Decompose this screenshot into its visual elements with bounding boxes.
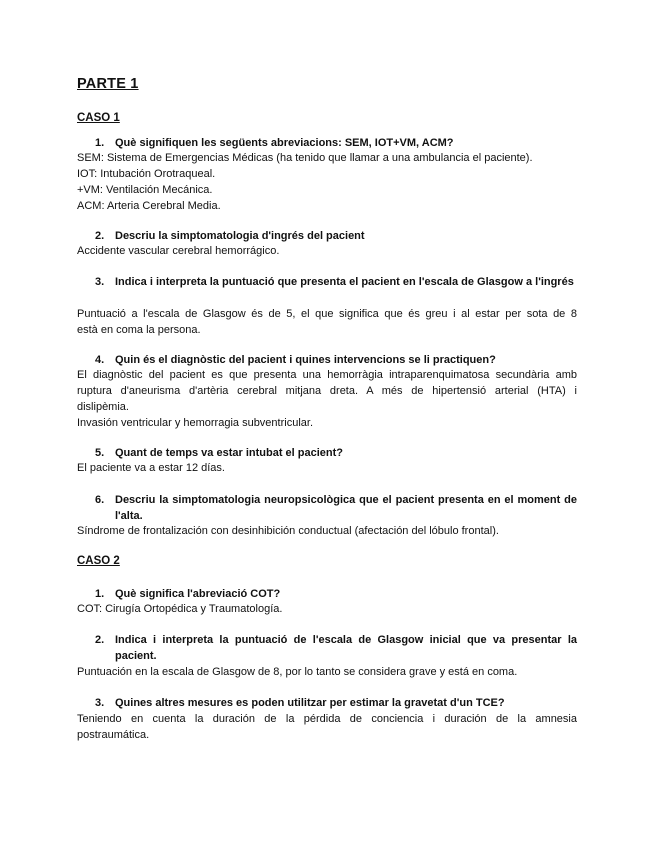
case2-question-2	[77, 632, 577, 664]
answer-line: +VM: Ventilación Mecánica.	[77, 184, 213, 196]
answer-line: Síndrome de frontalización con desinhibición conductual (afectación del lóbulo frontal).	[77, 525, 499, 537]
question-text: Quines altres mesures es poden utilitzar per estimar la gravetat d'un TCE?	[115, 697, 505, 709]
question-line: pacient.	[115, 650, 157, 662]
question-number: 2.	[95, 230, 105, 242]
question-text: Quin és el diagnòstic del pacient i quines intervencions se li practiquen?	[115, 354, 496, 366]
part-title: PARTE 1	[77, 76, 139, 92]
question-line: l'ingrés	[535, 276, 574, 288]
case1-answer-1	[77, 150, 577, 214]
question-number: 2.	[95, 634, 105, 646]
case1-question-1	[77, 135, 577, 151]
answer-line: IOT: Intubación Orotraqueal.	[77, 168, 216, 180]
question-text: Quant de temps va estar intubat el pacient?	[115, 447, 343, 459]
question-line: Descriu la simptomatologia neuropsicològica que el pacient presenta en el	[115, 494, 514, 506]
question-number: 3.	[95, 697, 105, 709]
answer-line: El diagnòstic del pacient es que presenta una hemorràgia intraparenquimatosa secundària amb	[77, 369, 577, 381]
answer-line: postraumática.	[77, 729, 150, 741]
case2-answer-1	[77, 601, 577, 617]
case1-answer-3	[77, 306, 577, 338]
case1-answer-2	[77, 243, 577, 259]
question-number: 1.	[95, 588, 105, 600]
case1-question-6	[77, 492, 577, 524]
answer-line: Accidente vascular cerebral hemorrágico.	[77, 245, 280, 257]
case2-answer-2	[77, 664, 577, 680]
question-line: Indica i interpreta la puntuació que presenta el pacient en l'escala de Glasgow a	[115, 276, 533, 288]
answer-line: dislipèmia.	[77, 401, 129, 413]
answer-line: El paciente va a estar 12 días.	[77, 462, 225, 474]
question-number: 1.	[95, 137, 105, 149]
case1-answer-6	[77, 523, 577, 539]
question-number: 5.	[95, 447, 105, 459]
answer-line: està en coma la persona.	[77, 324, 201, 336]
case1-question-2	[77, 228, 577, 244]
case-2-title: CASO 2	[77, 555, 120, 567]
question-text: Descriu la simptomatologia d'ingrés del pacient	[115, 230, 365, 242]
case2-question-3	[77, 695, 577, 711]
question-number: 3.	[95, 276, 105, 288]
question-number: 4.	[95, 354, 105, 366]
case2-answer-3	[77, 711, 577, 743]
case1-question-4	[77, 352, 577, 368]
answer-line: Puntuació a l'escala de Glasgow és de 5, el que significa que és greu i al estar per sota de 8	[77, 308, 577, 320]
case1-answer-5	[77, 460, 577, 476]
case-1-title: CASO 1	[77, 112, 120, 124]
case1-answer-4	[77, 367, 577, 431]
answer-line: Invasión ventricular y hemorragia subventricular.	[77, 417, 314, 429]
question-text: Què significa l'abreviació COT?	[115, 588, 281, 600]
case1-question-3	[77, 274, 577, 290]
question-text: Què signifiquen les següents abreviacions: SEM, IOT+VM, ACM?	[115, 137, 454, 149]
answer-line: Teniendo en cuenta la duración de la pérdida de conciencia i duración de la amnesia	[77, 713, 577, 725]
answer-line: SEM: Sistema de Emergencias Médicas (ha tenido que llamar a una ambulancia el paciente).	[77, 152, 533, 164]
question-number: 6.	[95, 494, 105, 506]
answer-line: Puntuación en la escala de Glasgow de 8, por lo tanto se considera grave y está en coma.	[77, 666, 518, 678]
answer-line: COT: Cirugía Ortopédica y Traumatología.	[77, 603, 283, 615]
answer-line: ruptura d'aneurisma d'artèria cerebral mitjana dreta. A més de hipertensió arterial (HTA) i	[77, 385, 577, 397]
case2-question-1	[77, 586, 577, 602]
answer-line: ACM: Arteria Cerebral Media.	[77, 200, 221, 212]
case1-question-5	[77, 445, 577, 461]
question-line: moment de l'alta.	[115, 494, 577, 522]
question-line: Indica i interpreta la puntuació de l'escala de Glasgow inicial que va presentar la	[115, 634, 577, 646]
